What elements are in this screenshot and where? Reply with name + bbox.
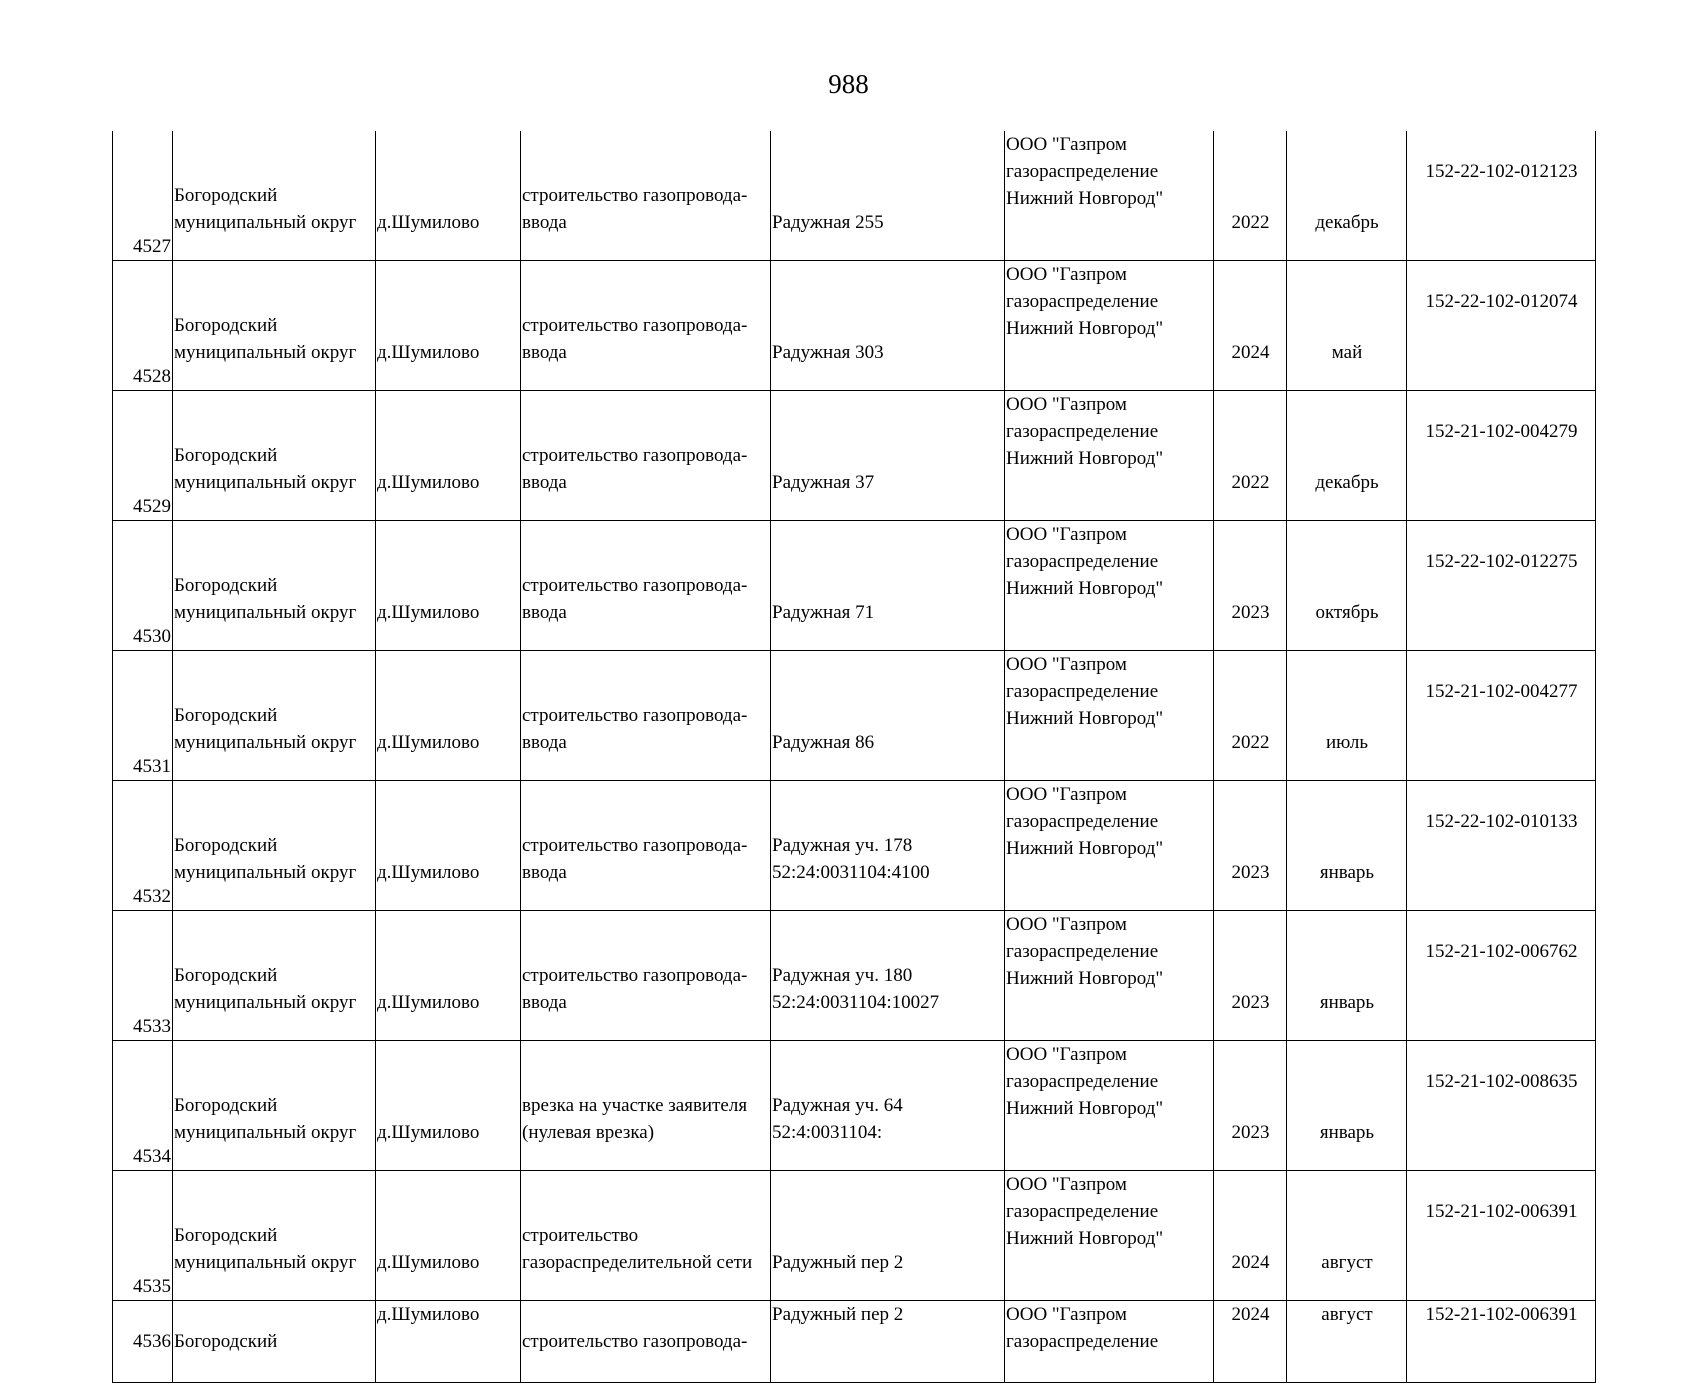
month-cell: октябрь: [1287, 521, 1407, 651]
application-id-cell: 152-21-102-004279: [1407, 391, 1596, 521]
municipality-cell: Богородский муниципальный округ: [173, 261, 376, 391]
row-number: 4532: [113, 781, 173, 911]
address-cell: Радужная уч. 178 52:24:0031104:4100: [771, 781, 1005, 911]
table-row: [113, 261, 1596, 391]
organization-cell: ООО "Газпром газораспределение Нижний Новгород": [1005, 521, 1214, 651]
month-cell: январь: [1287, 1041, 1407, 1171]
work-type-cell: строительство газопровода- ввода: [521, 131, 771, 261]
organization-cell: ООО "Газпром газораспределение: [1005, 1301, 1214, 1383]
municipality-cell: Богородский муниципальный округ: [173, 131, 376, 261]
organization-cell: ООО "Газпром газораспределение Нижний Новгород": [1005, 261, 1214, 391]
municipality-cell: Богородский: [173, 1301, 376, 1383]
year-cell: 2022: [1214, 391, 1287, 521]
row-number: 4529: [113, 391, 173, 521]
year-cell: 2022: [1214, 131, 1287, 261]
municipality-cell: Богородский муниципальный округ: [173, 911, 376, 1041]
month-cell: январь: [1287, 781, 1407, 911]
municipality-cell: Богородский муниципальный округ: [173, 391, 376, 521]
table-row: [113, 521, 1596, 651]
registry-body: [113, 131, 1596, 1383]
organization-cell: ООО "Газпром газораспределение Нижний Новгород": [1005, 781, 1214, 911]
settlement-cell: д.Шумилово: [376, 911, 521, 1041]
municipality-cell: Богородский муниципальный округ: [173, 1171, 376, 1301]
settlement-cell: д.Шумилово: [376, 1301, 521, 1383]
application-id-cell: 152-21-102-008635: [1407, 1041, 1596, 1171]
row-number: 4536: [113, 1301, 173, 1383]
month-cell: декабрь: [1287, 131, 1407, 261]
address-cell: Радужный пер 2: [771, 1301, 1005, 1383]
organization-cell: ООО "Газпром газораспределение Нижний Новгород": [1005, 651, 1214, 781]
application-id-cell: 152-22-102-012123: [1407, 131, 1596, 261]
work-type-cell: строительство газопровода- ввода: [521, 391, 771, 521]
settlement-cell: д.Шумилово: [376, 651, 521, 781]
address-cell: Радужная уч. 180 52:24:0031104:10027: [771, 911, 1005, 1041]
address-cell: Радужная 303: [771, 261, 1005, 391]
month-cell: январь: [1287, 911, 1407, 1041]
address-cell: Радужная 71: [771, 521, 1005, 651]
work-type-cell: строительство газопровода- ввода: [521, 261, 771, 391]
address-cell: Радужная 86: [771, 651, 1005, 781]
year-cell: 2023: [1214, 1041, 1287, 1171]
settlement-cell: д.Шумилово: [376, 261, 521, 391]
work-type-cell: строительство газопровода- ввода: [521, 651, 771, 781]
row-number: 4531: [113, 651, 173, 781]
application-id-cell: 152-22-102-012275: [1407, 521, 1596, 651]
settlement-cell: д.Шумилово: [376, 1171, 521, 1301]
table-row: [113, 651, 1596, 781]
table-row: [113, 391, 1596, 521]
year-cell: 2023: [1214, 911, 1287, 1041]
address-cell: Радужный пер 2: [771, 1171, 1005, 1301]
settlement-cell: д.Шумилово: [376, 1041, 521, 1171]
application-id-cell: 152-22-102-010133: [1407, 781, 1596, 911]
settlement-cell: д.Шумилово: [376, 391, 521, 521]
table-row: [113, 781, 1596, 911]
settlement-cell: д.Шумилово: [376, 131, 521, 261]
year-cell: 2023: [1214, 781, 1287, 911]
organization-cell: ООО "Газпром газораспределение Нижний Новгород": [1005, 911, 1214, 1041]
municipality-cell: Богородский муниципальный округ: [173, 1041, 376, 1171]
table-row: [113, 1171, 1596, 1301]
row-number: 4527: [113, 131, 173, 261]
table-row: [113, 131, 1596, 261]
municipality-cell: Богородский муниципальный округ: [173, 781, 376, 911]
year-cell: 2024: [1214, 261, 1287, 391]
application-id-cell: 152-21-102-006391: [1407, 1171, 1596, 1301]
address-cell: Радужная 255: [771, 131, 1005, 261]
year-cell: 2022: [1214, 651, 1287, 781]
month-cell: август: [1287, 1171, 1407, 1301]
work-type-cell: строительство газопровода- ввода: [521, 521, 771, 651]
table-row-partial: [113, 1301, 1596, 1383]
month-cell: август: [1287, 1301, 1407, 1383]
municipality-cell: Богородский муниципальный округ: [173, 521, 376, 651]
row-number: 4530: [113, 521, 173, 651]
row-number: 4535: [113, 1171, 173, 1301]
row-number: 4528: [113, 261, 173, 391]
row-number: 4533: [113, 911, 173, 1041]
organization-cell: ООО "Газпром газораспределение Нижний Новгород": [1005, 1171, 1214, 1301]
municipality-cell: Богородский муниципальный округ: [173, 651, 376, 781]
settlement-cell: д.Шумилово: [376, 781, 521, 911]
work-type-cell: строительство газопровода- ввода: [521, 911, 771, 1041]
page-number: 988: [828, 69, 869, 99]
year-cell: 2024: [1214, 1171, 1287, 1301]
work-type-cell: строительство газопровода-: [521, 1301, 771, 1383]
month-cell: июль: [1287, 651, 1407, 781]
organization-cell: ООО "Газпром газораспределение Нижний Новгород": [1005, 131, 1214, 261]
work-type-cell: строительство газораспределительной сети: [521, 1171, 771, 1301]
settlement-cell: д.Шумилово: [376, 521, 521, 651]
table-row: [113, 1041, 1596, 1171]
table-row: [113, 911, 1596, 1041]
organization-cell: ООО "Газпром газораспределение Нижний Новгород": [1005, 391, 1214, 521]
work-type-cell: строительство газопровода- ввода: [521, 781, 771, 911]
address-cell: Радужная уч. 64 52:4:0031104:: [771, 1041, 1005, 1171]
year-cell: 2023: [1214, 521, 1287, 651]
month-cell: декабрь: [1287, 391, 1407, 521]
application-id-cell: 152-22-102-012074: [1407, 261, 1596, 391]
application-id-cell: 152-21-102-006391: [1407, 1301, 1596, 1383]
application-id-cell: 152-21-102-006762: [1407, 911, 1596, 1041]
application-id-cell: 152-21-102-004277: [1407, 651, 1596, 781]
registry-table: [112, 131, 1596, 1383]
address-cell: Радужная 37: [771, 391, 1005, 521]
year-cell: 2024: [1214, 1301, 1287, 1383]
work-type-cell: врезка на участке заявителя (нулевая врезка): [521, 1041, 771, 1171]
month-cell: май: [1287, 261, 1407, 391]
organization-cell: ООО "Газпром газораспределение Нижний Новгород": [1005, 1041, 1214, 1171]
row-number: 4534: [113, 1041, 173, 1171]
